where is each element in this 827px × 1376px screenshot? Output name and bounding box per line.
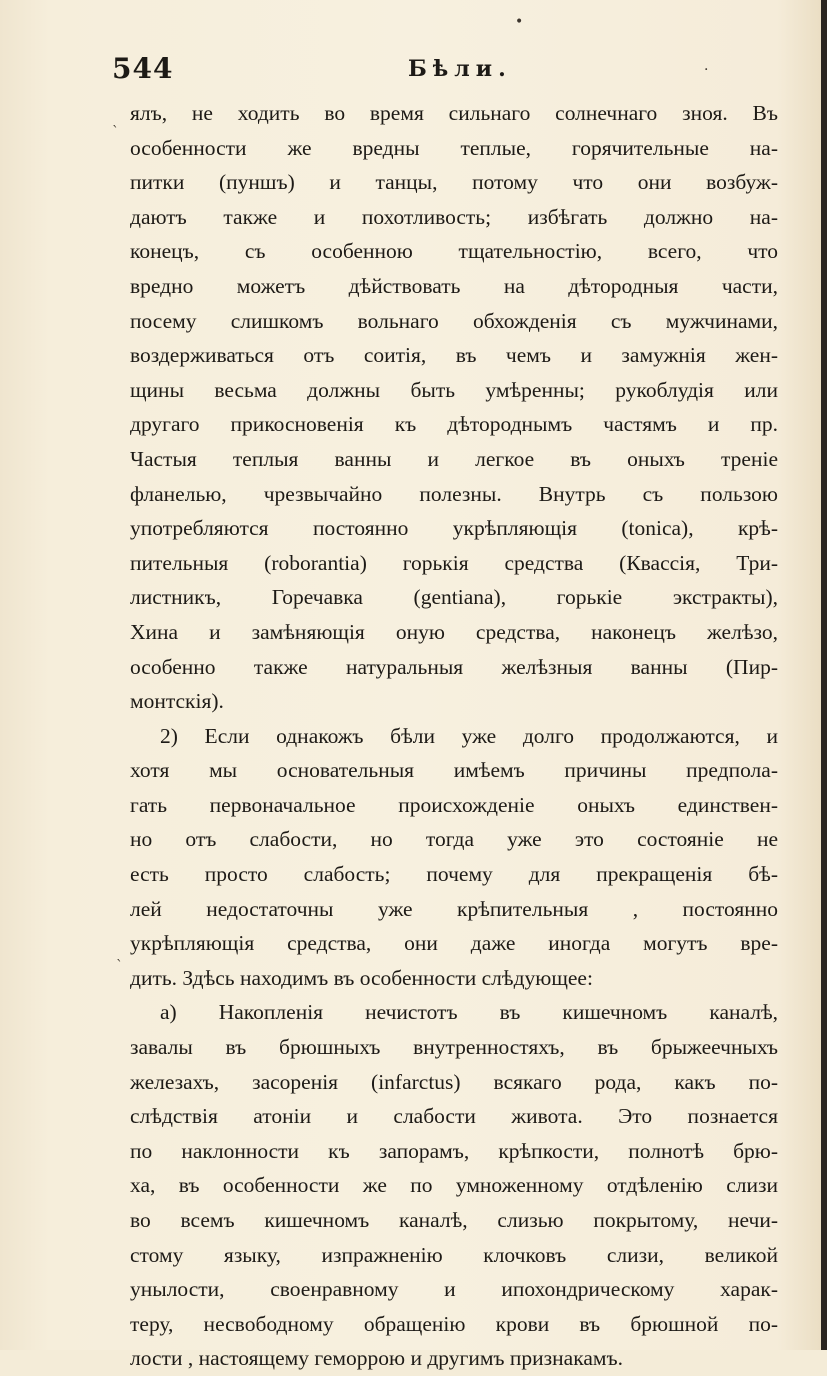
text-line: но отъ слабости, но тогда уже это состояніе не [130, 827, 778, 852]
text-line: укрѣпляющія средства, они даже иногда могутъ вре- [130, 931, 778, 956]
text-line: дить. Здѣсь находимъ въ особенности слѣдующее: [130, 965, 593, 990]
text-line: щины весьма должны быть умѣренны; рукоблудія или [130, 377, 778, 402]
text-line: монтскія). [130, 689, 224, 714]
text-line: гать первоначальное происхожденіе оныхъ единствен- [130, 792, 778, 817]
text-line: даютъ также и похотливость; избѣгать должно на- [130, 204, 778, 229]
print-speck: • [515, 14, 524, 30]
print-speck: · [704, 62, 709, 78]
text-line: стому языку, изпражненію клочковъ слизи, великой [130, 1242, 778, 1267]
text-line: Частыя теплыя ванны и легкое въ оныхъ треніе [130, 446, 778, 471]
text-line: во всемъ кишечномъ каналѣ, слизью покрытому, нечи- [130, 1208, 778, 1232]
text-line: Хина и замѣняющія оную средства, наконецъ желѣзо, [130, 619, 778, 644]
page-number: 544 [112, 52, 174, 85]
text-line: конецъ, съ особенною тщательностію, всего, что [130, 239, 778, 264]
text-line: фланелью, чрезвычайно полезны. Внутрь съ пользою [130, 481, 778, 506]
page-header [112, 52, 712, 92]
text-line: по наклонности къ запорамъ, крѣпкости, полнотѣ брю- [130, 1138, 778, 1163]
text-line: слѣдствія атоніи и слабости живота. Это познается [130, 1104, 778, 1129]
paragraph-start-line: 2) Если однакожъ бѣли уже долго продолжаются, и [160, 723, 778, 748]
text-line: употребляются постоянно укрѣпляющія (tonica), крѣ- [130, 516, 778, 541]
text-line: ялъ, не ходить во время сильнаго солнечнаго зноя. Въ [130, 101, 778, 125]
text-line: особенности же вредны теплые, горячительные на- [130, 135, 778, 160]
text-line: особенно также натуральныя желѣзныя ванны (Пир- [130, 654, 778, 679]
text-line: питки (пуншъ) и танцы, потому что они возбуж- [130, 170, 778, 195]
text-line: есть просто слабость; почему для прекращенія бѣ- [130, 862, 778, 887]
text-line: лости , настоящему геморрою и другимъ признакамъ. [130, 1346, 623, 1371]
print-speck: ` [112, 124, 119, 140]
text-line: пительныя (roborantia) горькія средства (Квассія, Три- [130, 550, 778, 575]
text-line: ха, въ особенности же по умноженному отдѣленію слизи [130, 1173, 778, 1198]
text-line: воздерживаться отъ соитія, въ чемъ и замужнія жен- [130, 343, 778, 368]
text-line: другаго прикосновенія къ дѣтороднымъ частямъ и пр. [130, 412, 778, 437]
paragraph-start-line: а) Накопленія нечистотъ въ кишечномъ каналѣ, [160, 1000, 778, 1025]
text-line: вредно можетъ дѣйствовать на дѣтородныя части, [130, 273, 778, 298]
text-line: лей недостаточны уже крѣпительныя , постоянно [130, 896, 778, 921]
body-text [130, 96, 778, 1376]
text-line: теру, несвободному обращенію крови въ брюшной по- [130, 1311, 778, 1336]
page-edge-shadow [821, 0, 827, 1350]
text-line: унылости, своенравному и ипохондрическому харак- [130, 1277, 778, 1302]
print-speck: ` [116, 958, 123, 974]
text-line: посему слишкомъ вольнаго обхожденія съ мужчинами, [130, 308, 778, 333]
running-head: Бѣли. [408, 56, 512, 82]
text-line: хотя мы основательныя имѣемъ причины предпола- [130, 758, 778, 783]
text-line: железахъ, засоренія (infarctus) всякаго рода, какъ по- [130, 1069, 778, 1094]
text-line: листникъ, Горечавка (gentiana), горькіе экстракты), [130, 585, 778, 610]
text-line: завалы въ брюшныхъ внутренностяхъ, въ брыжеечныхъ [130, 1035, 778, 1060]
